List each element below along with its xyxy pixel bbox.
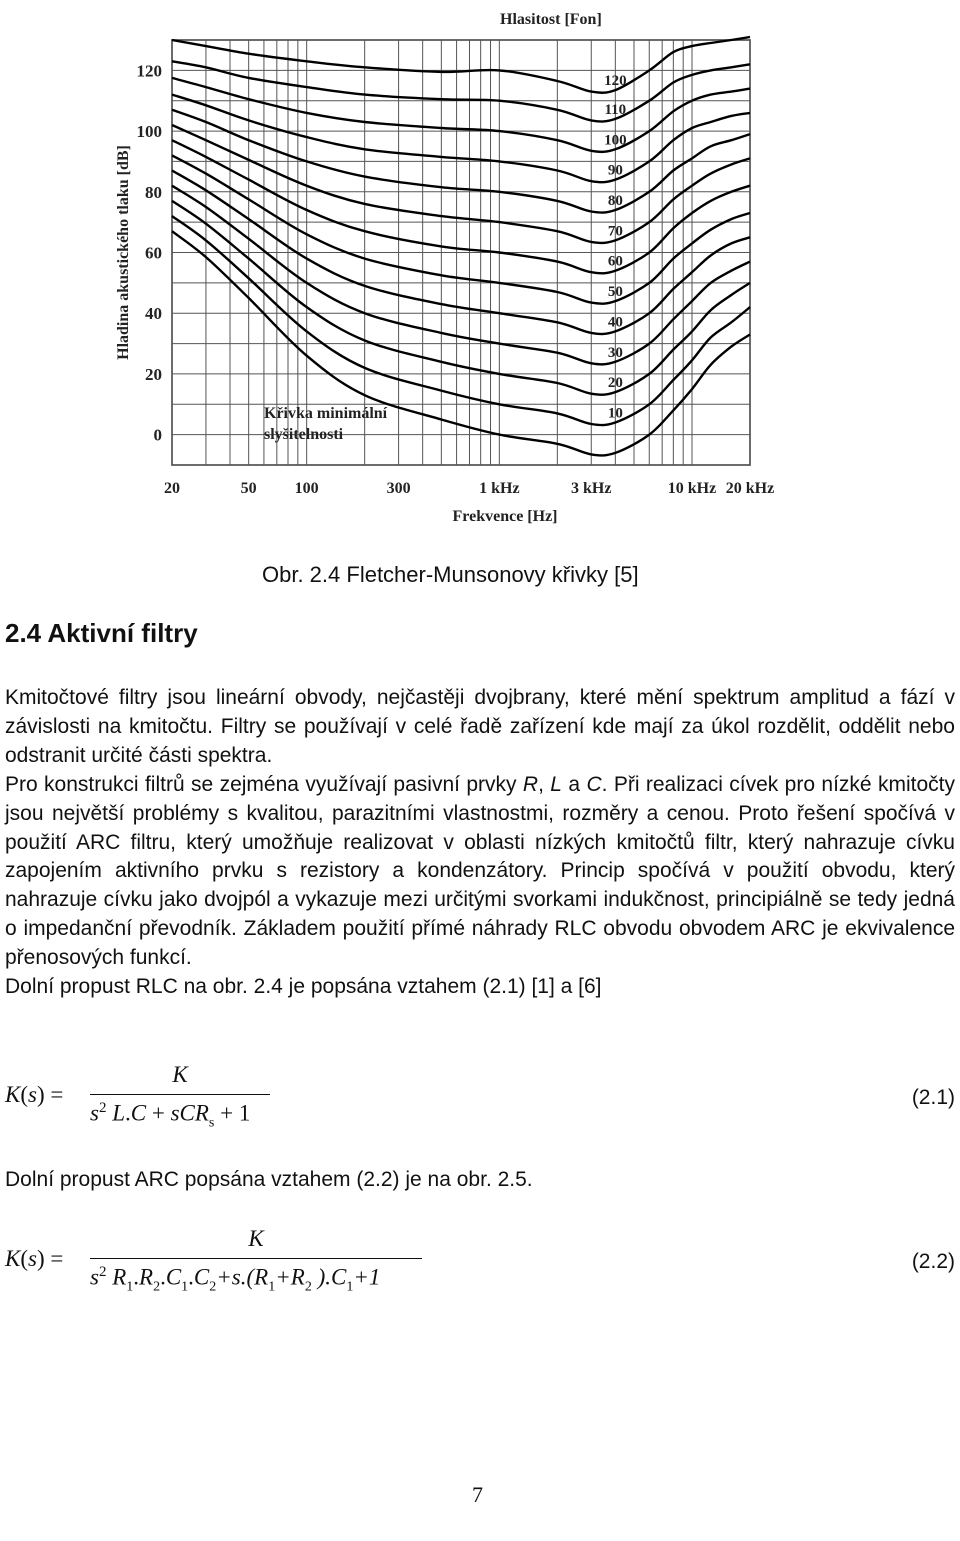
eq2-den-sub1: 1 <box>126 1279 134 1295</box>
phon-label: 120 <box>604 73 627 90</box>
y-tick-label: 100 <box>136 122 162 142</box>
eq1-denominator <box>90 1100 250 1131</box>
phon-label: 50 <box>607 284 623 301</box>
fletcher-munson-figure <box>100 0 860 535</box>
equation-2-1-number: (2.1) <box>911 1086 955 1109</box>
eq2-den-close: ). <box>311 1264 331 1290</box>
curve-120 <box>172 37 750 93</box>
eq2-den-r1: R <box>112 1264 127 1290</box>
eq1-den-dot: . <box>125 1100 131 1126</box>
eq2-fraction-bar <box>90 1258 422 1259</box>
curve-20 <box>172 201 750 395</box>
phon-label: 100 <box>604 132 627 149</box>
phon-label: 20 <box>607 375 623 392</box>
phon-label: 60 <box>607 253 623 270</box>
eq2-den-dot1: . <box>133 1264 140 1290</box>
eq2-denominator <box>90 1264 380 1295</box>
eq2-den-plus-one: +1 <box>353 1264 381 1290</box>
eq1-numerator-k: K <box>172 1062 188 1087</box>
eq1-lhs-close: ) <box>36 1082 45 1107</box>
eq2-lhs-open: ( <box>20 1246 29 1271</box>
annotation-threshold: slyšitelnosti <box>264 426 344 443</box>
eq1-den-s: s <box>90 1100 99 1126</box>
y-tick-label: 60 <box>145 243 162 263</box>
y-axis-label: Hladina akustického tlaku [dB] <box>115 145 132 360</box>
y-tick-label: 0 <box>153 425 162 445</box>
x-tick-label: 20 <box>164 480 180 497</box>
eq2-den-sub7: 1 <box>346 1279 354 1295</box>
eq1-den-plus-2: + <box>214 1100 239 1126</box>
eq2-den-dot3: . <box>188 1264 194 1290</box>
eq2-den-sub6: 2 <box>304 1279 312 1295</box>
eq2-lhs-k: K <box>5 1246 21 1271</box>
eq1-den-scr: sCR <box>170 1100 209 1126</box>
y-tick-label: 20 <box>145 364 162 384</box>
fletcher-munson-chart <box>100 0 860 535</box>
chart-labels <box>115 11 774 525</box>
eq2-numerator <box>90 1226 422 1252</box>
equation-2-2-number: (2.2) <box>911 1250 955 1273</box>
y-tick-label: 120 <box>136 61 162 81</box>
paragraph-1-part-1: Kmitočtové filtry jsou lineární obvody, nejčastěji dvojbrany, které mění spektrum amplitud a fází v závislosti na kmitočtu. <box>5 686 955 738</box>
phon-label: 80 <box>607 193 623 209</box>
paragraph-3: Dolní propust RLC na obr. 2.4 je popsána vztahem (2.1) [1] a [6] <box>5 975 602 999</box>
annotation-threshold: Křivka minimální <box>264 405 388 422</box>
section-title: 2.4 Aktivní filtry <box>5 618 198 648</box>
eq2-den-sub4: 2 <box>209 1279 217 1295</box>
eq2-den-sub3: 1 <box>181 1279 189 1295</box>
comma: , <box>538 772 551 796</box>
conjunction: a <box>561 772 587 796</box>
phon-label: 90 <box>607 162 623 179</box>
eq1-lhs-s: s <box>28 1082 37 1107</box>
paragraph-2-part-b: . Při realizaci cívek pro nízké kmitočty jsou největší problémy s kvalitou, parazitními vlastnostmi, rozměry a cenou. Proto řešení spočívá v použití ARC filtru, který umožňuje realizovat v oblasti nízkých kmitočtů filtr, který nahrazuje cívku zapojením aktivního prvku s rezistory a kondenzátory. Princip spočívá v použití obvodu, který nahrazuje cívku jako dvojpól a vykazuje mezi určitými svorkami indukčnost, principiálně se tedy jedná o impedanční převodník. Základem použití přímé náhrady RLC obvodu obvodem ARC je ekvivalence přenosových funkcí. <box>5 772 955 970</box>
eq1-numerator <box>90 1062 270 1088</box>
x-tick-label: 300 <box>386 480 411 497</box>
equation-2-1 <box>5 1062 955 1132</box>
figure-caption: Obr. 2.4 Fletcher-Munsonovy křivky [5] <box>262 562 639 587</box>
x-axis-label: Frekvence [Hz] <box>452 508 558 525</box>
eq2-den-c2: C <box>193 1264 210 1290</box>
x-tick-label: 20 kHz <box>725 480 775 497</box>
phon-label: 110 <box>604 101 627 118</box>
eq2-den-sub5: 1 <box>268 1279 276 1295</box>
eq1-fraction-bar <box>90 1094 270 1095</box>
paragraph-2 <box>5 771 955 973</box>
x-tick-label: 1 kHz <box>479 480 520 497</box>
eq1-den-l: L <box>112 1100 125 1126</box>
eq2-den-r4: R <box>290 1264 305 1290</box>
text-between-equations: Dolní propust ARC popsána vztahem (2.2) je na obr. 2.5. <box>5 1168 533 1191</box>
eq1-den-c: C <box>130 1100 147 1126</box>
eq1-lhs-k: K <box>5 1082 21 1107</box>
x-tick-label: 3 kHz <box>571 480 612 497</box>
chart-curves <box>172 37 750 455</box>
eq2-den-plus2: + <box>275 1264 291 1290</box>
phon-label: 40 <box>607 314 623 331</box>
x-tick-label: 100 <box>294 480 319 497</box>
symbol-c: C <box>586 772 602 796</box>
eq1-den-plus: + <box>146 1100 171 1126</box>
phon-label: 30 <box>607 344 623 361</box>
eq2-den-c1: C <box>165 1264 182 1290</box>
curve-30 <box>172 186 750 365</box>
paragraph-1 <box>5 684 955 771</box>
equation-2-2 <box>5 1226 955 1296</box>
eq1-den-sub: s <box>208 1115 215 1131</box>
chart-grid <box>172 40 750 465</box>
eq1-den-exp: 2 <box>98 1100 107 1116</box>
eq2-den-r3: R <box>254 1264 269 1290</box>
eq2-numerator-k: K <box>248 1226 264 1251</box>
eq2-den-exp: 2 <box>98 1264 107 1280</box>
symbol-l: L <box>550 772 562 796</box>
eq1-lhs-open: ( <box>20 1082 29 1107</box>
equation-2-1-lhs <box>5 1082 63 1108</box>
y-tick-label: 40 <box>145 304 162 324</box>
eq2-lhs-close: ) <box>36 1246 45 1271</box>
equation-2-2-lhs <box>5 1246 63 1272</box>
curve-90 <box>172 95 750 183</box>
eq2-den-plus-s: +s.( <box>216 1264 255 1290</box>
eq2-equals: = <box>50 1246 64 1271</box>
page-number: 7 <box>472 1482 483 1507</box>
eq2-den-dot2: . <box>160 1264 166 1290</box>
body-text <box>5 684 955 1002</box>
x-tick-label: 50 <box>240 480 257 497</box>
eq1-den-one: 1 <box>238 1100 251 1126</box>
phon-label: 70 <box>607 223 623 240</box>
legend-title: Hlasitost [Fon] <box>500 11 602 28</box>
paragraph-1-part-2: Filtry se používají v celé řadě zařízení kde mají za úkol rozdělit, oddělit nebo odstranit určité části spektra. <box>5 714 955 767</box>
y-tick-label: 80 <box>145 182 162 202</box>
eq2-den-r2: R <box>139 1264 154 1290</box>
x-tick-label: 10 kHz <box>667 480 717 497</box>
paragraph-2-part-a: Pro konstrukci filtrů se zejména využívají pasivní prvky <box>5 772 523 796</box>
eq1-equals: = <box>50 1082 64 1107</box>
phon-label: 10 <box>607 405 623 422</box>
eq2-den-c3: C <box>330 1264 347 1290</box>
curve-50 <box>172 155 750 303</box>
symbol-r: R <box>522 772 539 796</box>
eq2-den-s: s <box>90 1264 99 1290</box>
eq2-lhs-s: s <box>28 1246 37 1271</box>
eq2-den-sub2: 2 <box>153 1279 161 1295</box>
